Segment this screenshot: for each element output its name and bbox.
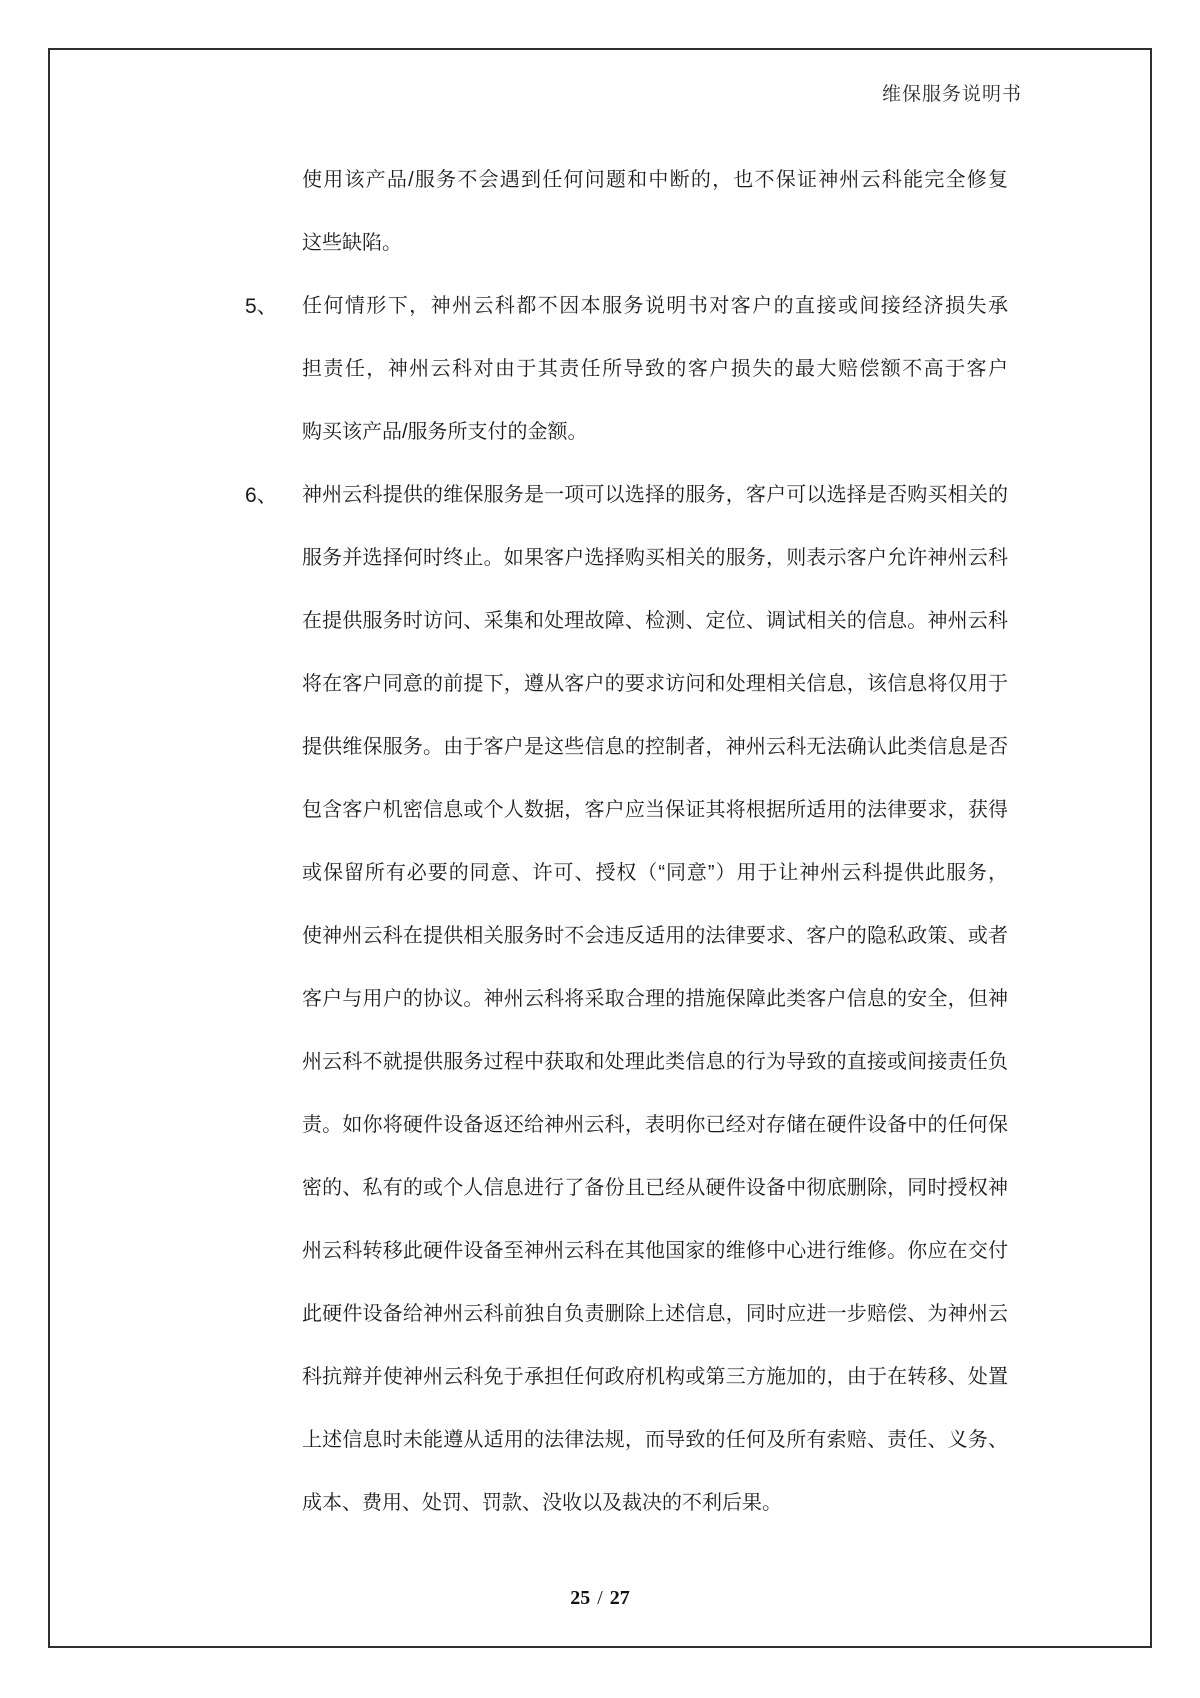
- list-paragraph: [245, 275, 1008, 464]
- text-line: 任何情形下，神州云科都不因本服务说明书对客户的直接或间接经济损失承: [302, 295, 1008, 317]
- page-number-current: 25: [570, 1587, 591, 1609]
- page-footer: [0, 1586, 1200, 1610]
- text-line: 使用该产品/服务不会遇到任何问题和中断的，也不保证神州云科能完全修复: [302, 169, 1008, 191]
- text-line: 此硬件设备给神州云科前独自负责删除上述信息，同时应进一步赔偿、为神州云: [302, 1303, 1008, 1325]
- text-line: 上述信息时未能遵从适用的法律法规，而导致的任何及所有索赔、责任、义务、: [302, 1429, 1008, 1451]
- text-line: 将在客户同意的前提下，遵从客户的要求访问和处理相关信息，该信息将仅用于: [302, 673, 1008, 695]
- text-line: 州云科转移此硬件设备至神州云科在其他国家的维修中心进行维修。你应在交付: [302, 1240, 1008, 1262]
- list-item-number: 5、: [245, 295, 278, 318]
- list-paragraph: [302, 149, 1008, 275]
- text-line: 在提供服务时访问、采集和处理故障、检测、定位、调试相关的信息。神州云科: [302, 610, 1008, 632]
- text-line: 担责任，神州云科对由于其责任所导致的客户损失的最大赔偿额不高于客户: [302, 358, 1008, 380]
- text-line: 密的、私有的或个人信息进行了备份且已经从硬件设备中彻底删除，同时授权神: [302, 1177, 1008, 1199]
- text-line: 神州云科提供的维保服务是一项可以选择的服务，客户可以选择是否购买相关的: [302, 484, 1008, 506]
- text-line: 成本、费用、处罚、罚款、没收以及裁决的不利后果。: [302, 1492, 782, 1514]
- text-line: 使神州云科在提供相关服务时不会违反适用的法律要求、客户的隐私政策、或者: [302, 925, 1008, 947]
- text-line: 这些缺陷。: [302, 232, 402, 254]
- page-number-total: 27: [609, 1587, 630, 1609]
- text-line: 购买该产品/服务所支付的金额。: [302, 421, 588, 443]
- document-body: [245, 149, 1008, 1535]
- text-line: 服务并选择何时终止。如果客户选择购买相关的服务，则表示客户允许神州云科: [302, 547, 1008, 569]
- text-line: 或保留所有必要的同意、许可、授权（“同意”）用于让神州云科提供此服务，: [302, 862, 1008, 884]
- page-number-separator: /: [597, 1587, 603, 1609]
- list-paragraph: [245, 464, 1008, 1535]
- text-line: 包含客户机密信息或个人数据，客户应当保证其将根据所适用的法律要求，获得: [302, 799, 1008, 821]
- text-line: 客户与用户的协议。神州云科将采取合理的措施保障此类客户信息的安全，但神: [302, 988, 1008, 1010]
- page-header: [882, 83, 1022, 107]
- text-line: 科抗辩并使神州云科免于承担任何政府机构或第三方施加的，由于在转移、处置: [302, 1366, 1008, 1388]
- header-title: 维保服务说明书: [881, 84, 1022, 105]
- text-line: 州云科不就提供服务过程中获取和处理此类信息的行为导致的直接或间接责任负: [302, 1051, 1008, 1073]
- text-line: 责。如你将硬件设备返还给神州云科，表明你已经对存储在硬件设备中的任何保: [302, 1114, 1008, 1136]
- text-line: 提供维保服务。由于客户是这些信息的控制者，神州云科无法确认此类信息是否: [302, 736, 1008, 758]
- list-item-number: 6、: [245, 484, 278, 507]
